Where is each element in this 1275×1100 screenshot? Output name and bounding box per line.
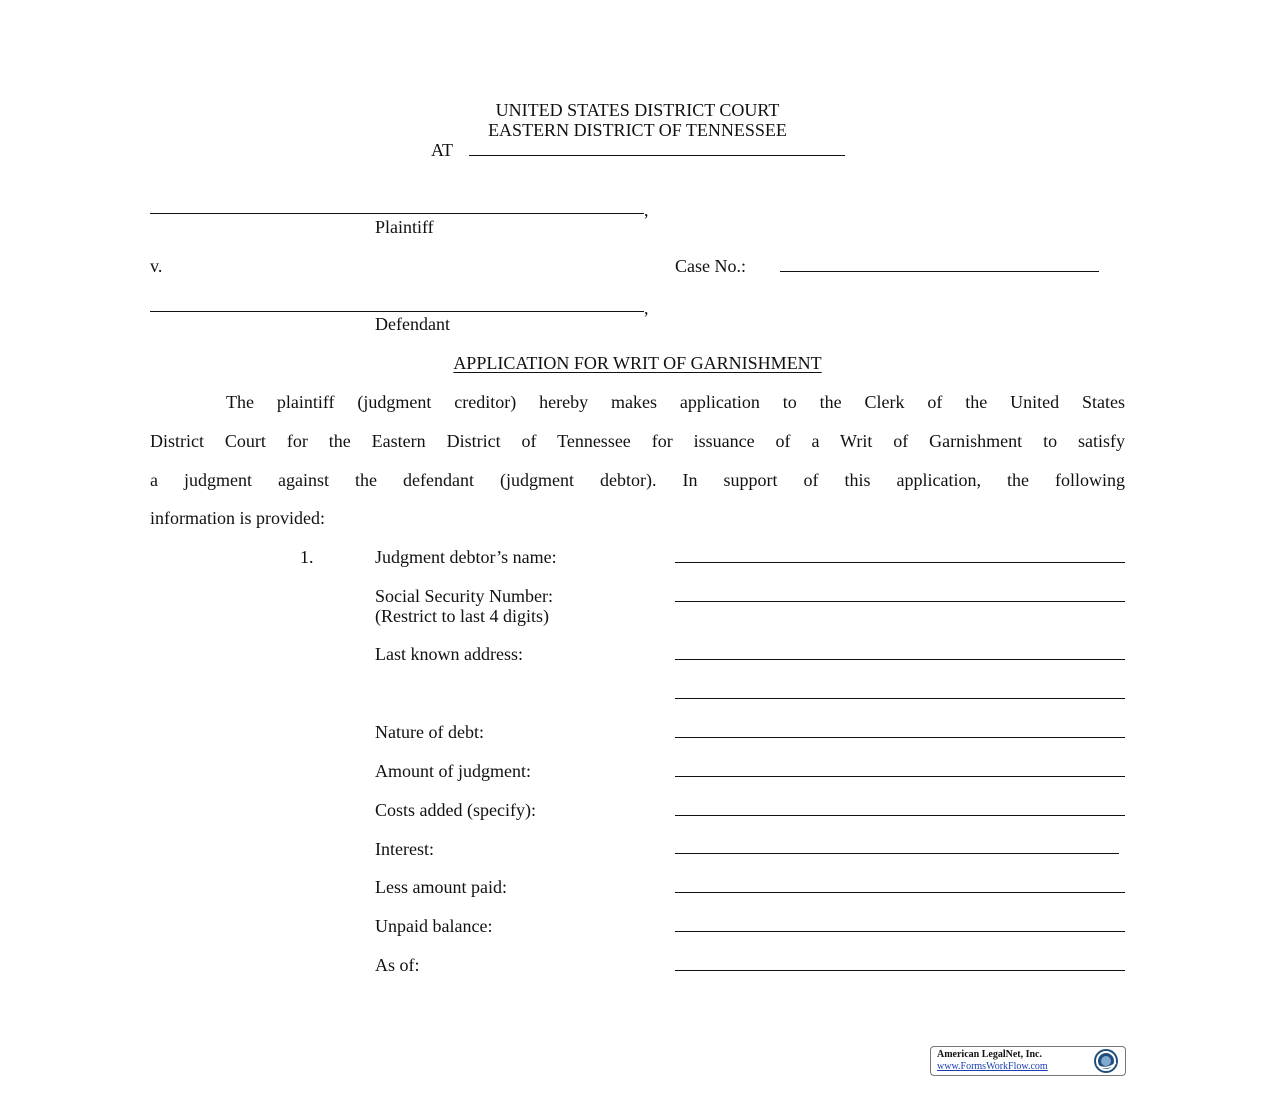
district-name: EASTERN DISTRICT OF TENNESSEE: [488, 120, 787, 140]
body-line-1: [150, 393, 1125, 411]
body-line-4: information is provided:: [150, 508, 325, 528]
amount-of-judgment-field[interactable]: [675, 776, 1125, 777]
less-amount-paid-field[interactable]: [675, 892, 1125, 893]
publisher-name: American LegalNet, Inc.: [937, 1049, 1042, 1060]
publisher-url[interactable]: www.FormsWorkFlow.com: [937, 1061, 1048, 1072]
as-of-label: As of:: [375, 955, 420, 975]
plaintiff-name-field[interactable]: [150, 213, 644, 214]
nature-of-debt-label: Nature of debt:: [375, 722, 484, 742]
ssn-label: Social Security Number:: [375, 586, 553, 606]
plaintiff-label: Plaintiff: [375, 217, 434, 237]
plaintiff-comma: ,: [644, 200, 649, 220]
unpaid-balance-label: Unpaid balance:: [375, 916, 493, 936]
interest-label: Interest:: [375, 839, 434, 859]
body-line-2-text: District Court for the Eastern District of Tennessee for issuance of a Writ of Garnishment to satisfy: [150, 431, 1125, 451]
interest-field[interactable]: [675, 853, 1119, 854]
versus-label: v.: [150, 256, 163, 276]
body-line-3-text: a judgment against the defendant (judgment debtor). In support of this application, the following: [150, 470, 1125, 490]
ssn-note: (Restrict to last 4 digits): [375, 606, 549, 626]
document-title: APPLICATION FOR WRIT OF GARNISHMENT: [453, 353, 822, 373]
costs-added-label: Costs added (specify):: [375, 800, 536, 820]
nature-of-debt-field[interactable]: [675, 737, 1125, 738]
court-name: UNITED STATES DISTRICT COURT: [495, 100, 780, 120]
less-amount-paid-label: Less amount paid:: [375, 877, 507, 897]
at-location-field[interactable]: [469, 155, 845, 156]
costs-added-field[interactable]: [675, 815, 1125, 816]
at-label: AT: [431, 140, 453, 160]
as-of-field[interactable]: [675, 970, 1125, 971]
defendant-comma: ,: [644, 298, 649, 318]
defendant-label: Defendant: [375, 314, 450, 334]
address-line-1-field[interactable]: [675, 659, 1125, 660]
judgment-debtor-name-label: Judgment debtor’s name:: [375, 547, 557, 567]
ssn-field[interactable]: [675, 601, 1125, 602]
amount-of-judgment-label: Amount of judgment:: [375, 761, 531, 781]
case-no-field[interactable]: [780, 271, 1099, 272]
last-known-address-label: Last known address:: [375, 644, 523, 664]
body-line-1-text: The plaintiff (judgment creditor) hereby makes application to the Clerk of the United States: [226, 392, 1125, 412]
judgment-debtor-name-field[interactable]: [675, 562, 1125, 563]
body-line-2: [150, 432, 1125, 450]
item-number: 1.: [300, 547, 314, 567]
address-line-2-field[interactable]: [675, 698, 1125, 699]
unpaid-balance-field[interactable]: [675, 931, 1125, 932]
case-no-label: Case No.:: [675, 256, 746, 276]
globe-seal-icon: [1089, 1047, 1123, 1075]
publisher-logo[interactable]: [930, 1046, 1126, 1076]
body-line-3: [150, 471, 1125, 489]
defendant-name-field[interactable]: [150, 311, 644, 312]
